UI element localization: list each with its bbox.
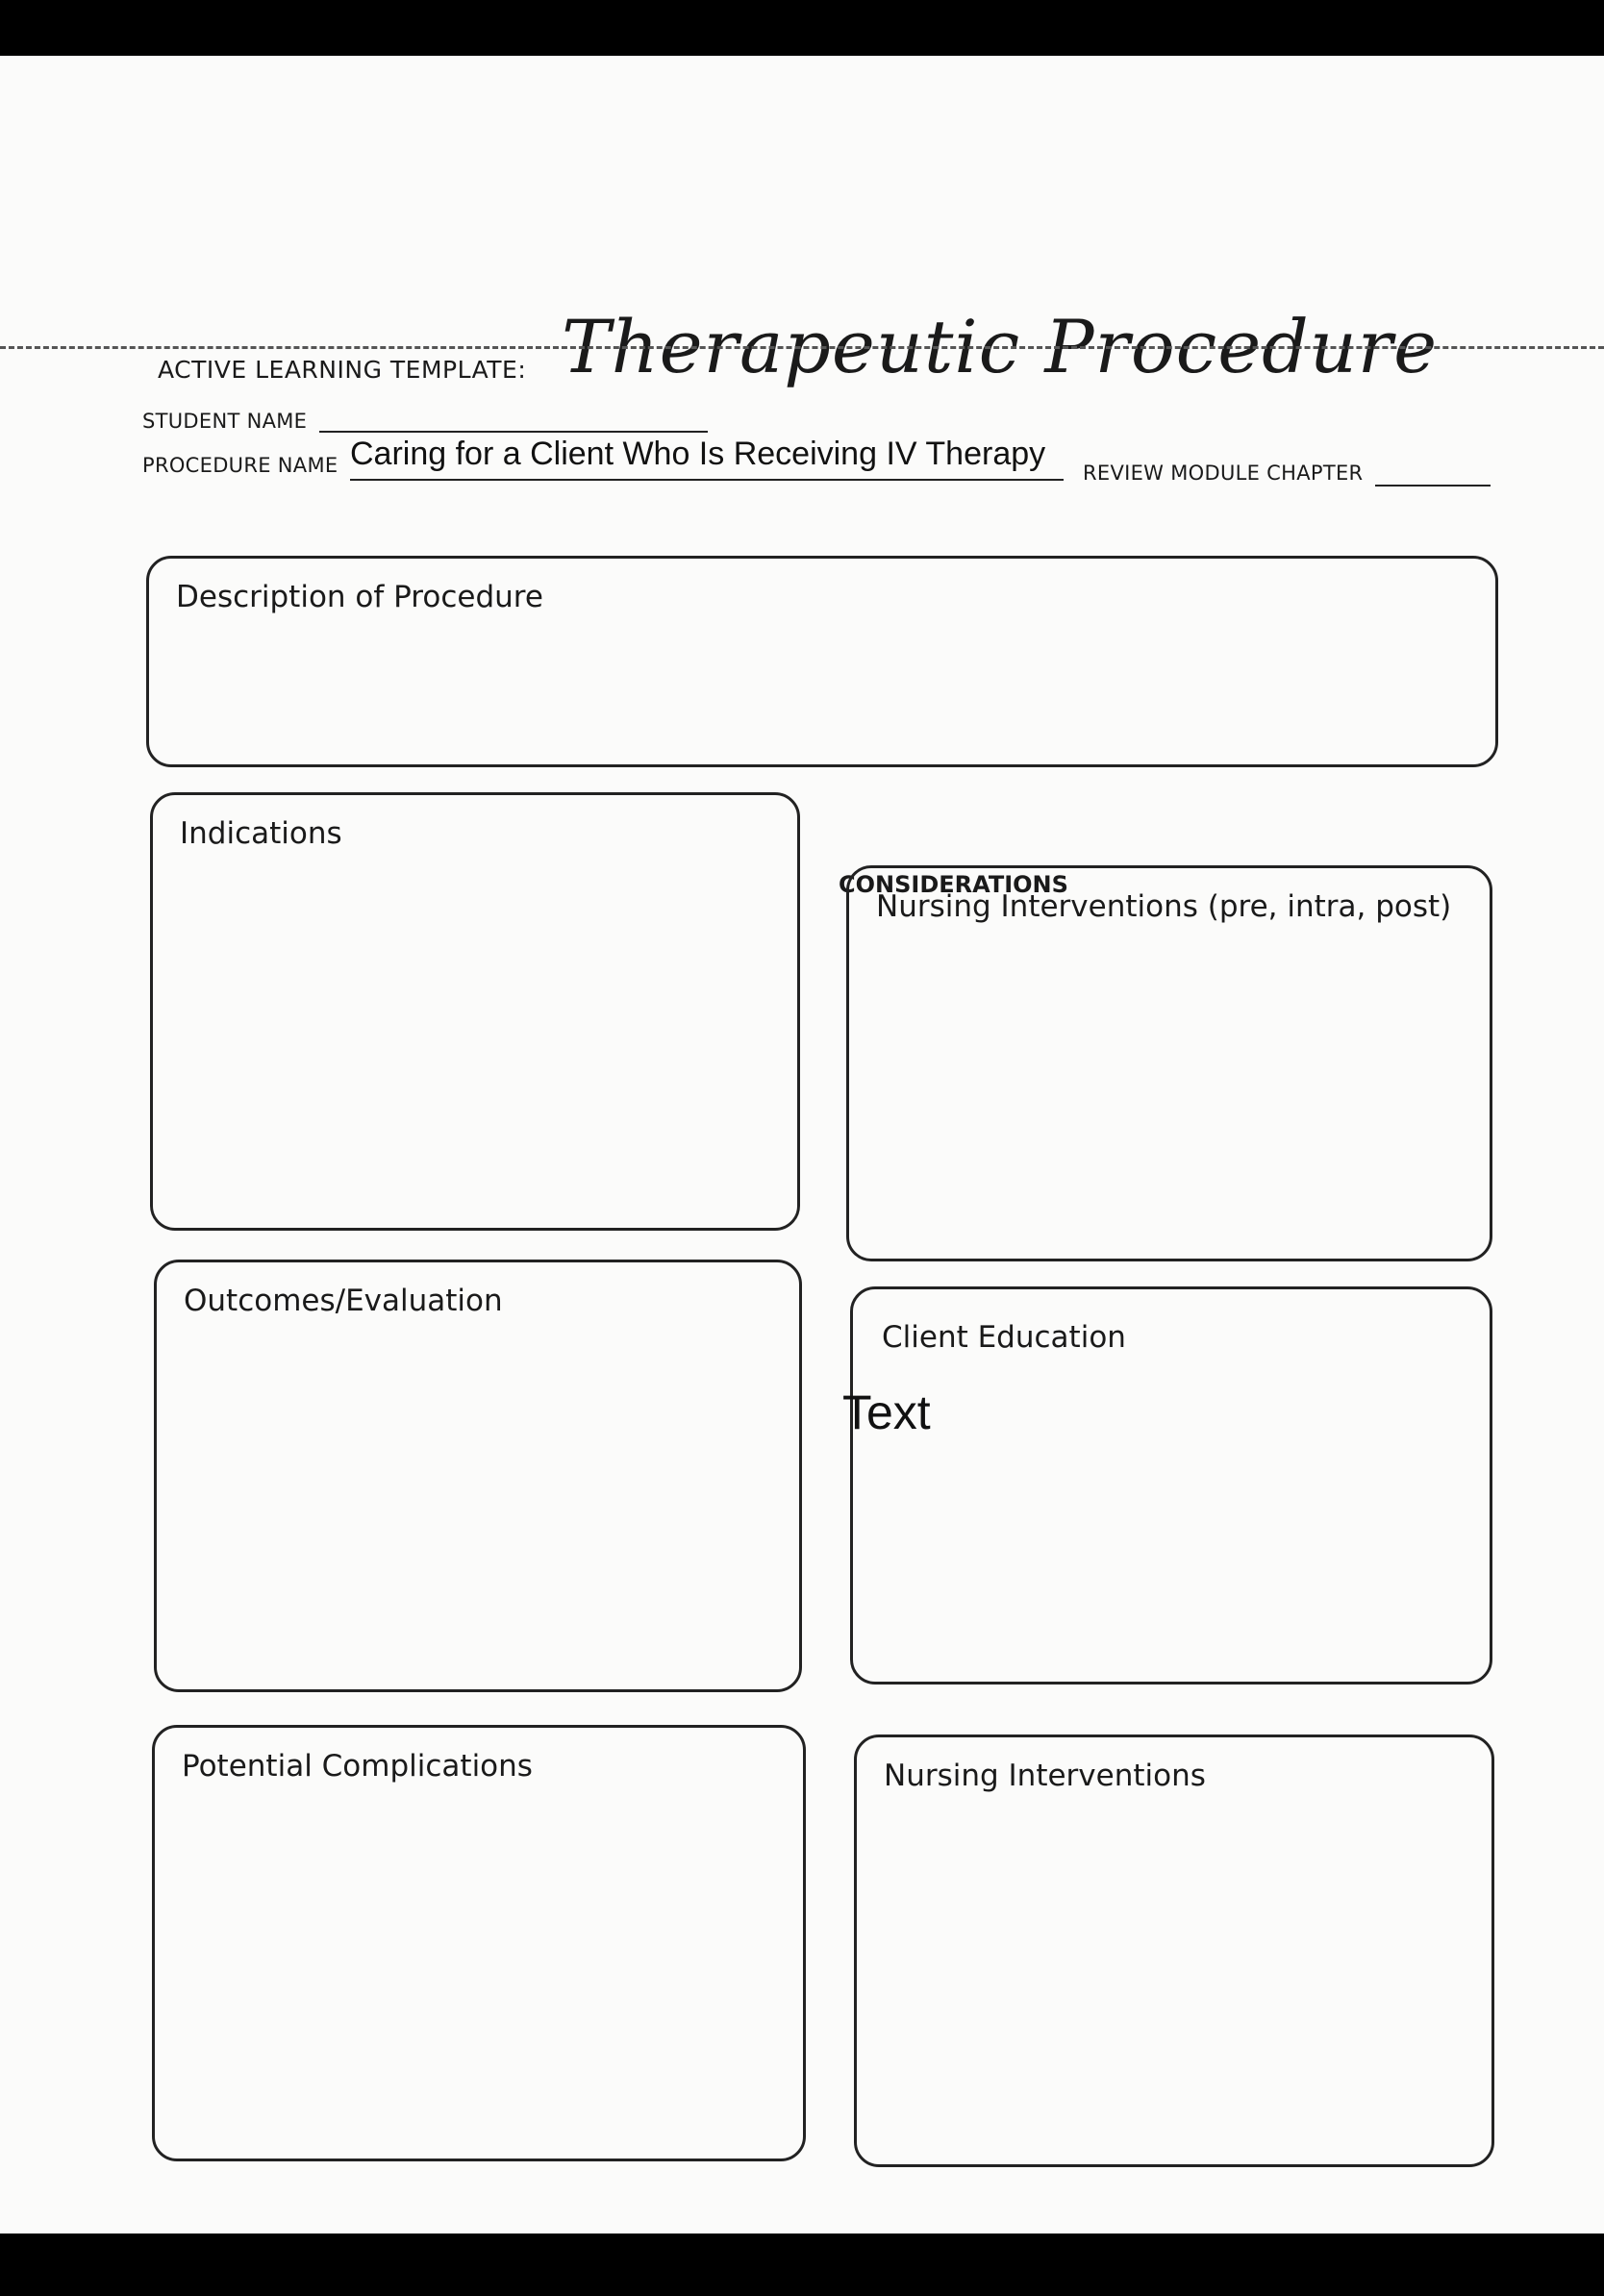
procedure-name-label: PROCEDURE NAME	[142, 454, 338, 477]
considerations-heading: CONSIDERATIONS	[839, 871, 1068, 898]
text-annotation[interactable]: Text	[842, 1385, 931, 1439]
template-label: ACTIVE LEARNING TEMPLATE:	[158, 356, 527, 384]
student-name-field[interactable]	[319, 431, 708, 433]
description-box[interactable]	[146, 556, 1498, 767]
review-module-label: REVIEW MODULE CHAPTER	[1083, 462, 1364, 485]
nursing-interventions-pre-intra-post-box[interactable]	[846, 865, 1492, 1261]
indications-box[interactable]	[150, 792, 800, 1231]
nursing-interventions-box[interactable]	[854, 1734, 1494, 2167]
student-name-label: STUDENT NAME	[142, 410, 308, 433]
header-divider	[0, 346, 1604, 349]
nursing-interventions-pre-intra-post-title: Nursing Interventions (pre, intra, post)	[876, 889, 1452, 924]
potential-complications-title: Potential Complications	[182, 1749, 533, 1784]
outcomes-evaluation-title: Outcomes/Evaluation	[184, 1284, 503, 1318]
review-module-field[interactable]	[1375, 485, 1491, 487]
procedure-name-value: Caring for a Client Who Is Receiving IV Therapy	[350, 436, 1046, 472]
bottom-black-bar	[0, 2234, 1604, 2296]
nursing-interventions-title: Nursing Interventions	[884, 1759, 1206, 1793]
potential-complications-box[interactable]	[152, 1725, 806, 2161]
indications-title: Indications	[180, 816, 342, 851]
template-title: Therapeutic Procedure	[562, 304, 1439, 389]
worksheet-page	[0, 56, 1604, 2234]
template-header	[158, 248, 1504, 412]
description-title: Description of Procedure	[176, 580, 543, 614]
client-education-box[interactable]	[850, 1286, 1492, 1685]
client-education-title: Client Education	[882, 1320, 1126, 1355]
top-black-bar	[0, 0, 1604, 56]
procedure-name-field[interactable]	[350, 479, 1064, 481]
outcomes-evaluation-box[interactable]	[154, 1260, 802, 1692]
